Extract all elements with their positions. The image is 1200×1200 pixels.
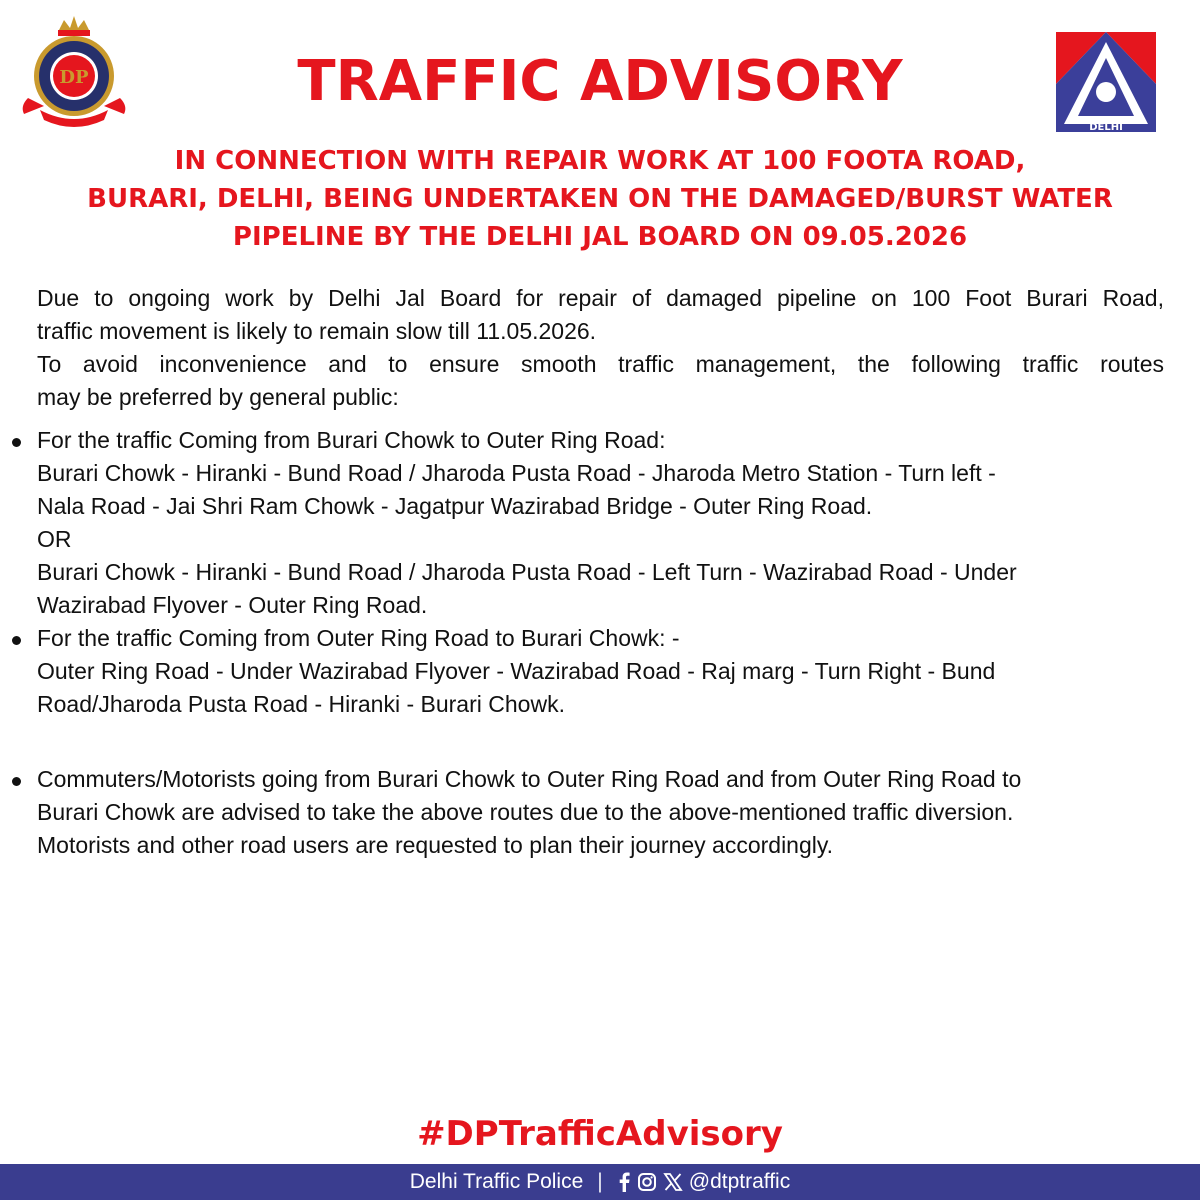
instagram-icon[interactable]: [637, 1172, 657, 1192]
traffic-police-delhi-logo-icon: [1046, 28, 1166, 136]
route-line: Outer Ring Road - Under Wazirabad Flyover - Wazirabad Road - Raj marg - Turn Right - Bund: [37, 658, 996, 684]
subtitle-line: BURARI, DELHI, BEING UNDERTAKEN ON THE DAMAGED/BURST WATER: [87, 184, 1113, 214]
facebook-icon[interactable]: [617, 1172, 631, 1192]
footer-handle[interactable]: @dtptraffic: [688, 1170, 791, 1193]
logo-delhi-text: DELHI: [1089, 122, 1123, 133]
delhi-police-emblem-icon: [14, 10, 134, 130]
intro-line: may be preferred by general public:: [37, 384, 399, 410]
footer-org-name: Delhi Traffic Police: [409, 1170, 584, 1193]
commuter-notice: [37, 763, 1164, 862]
intro-line: Due to ongoing work by Delhi Jal Board for repair of damaged pipeline on 100 Foot Burari Road,: [37, 285, 1164, 311]
x-icon[interactable]: [663, 1172, 683, 1192]
emblem-monogram: DP: [59, 67, 89, 88]
route-item-outer-ring-to-burari: [37, 622, 1164, 721]
intro-line: To avoid inconvenience and to ensure smooth traffic management, the following traffic routes: [37, 351, 1164, 377]
subtitle-line: IN CONNECTION WITH REPAIR WORK AT 100 FOOTA ROAD,: [174, 146, 1026, 176]
notice-line: Commuters/Motorists going from Burari Chowk to Outer Ring Road and from Outer Ring Road to: [37, 766, 1022, 792]
route-line: For the traffic Coming from Burari Chowk to Outer Ring Road:: [37, 427, 666, 453]
notice-line: Motorists and other road users are requested to plan their journey accordingly.: [37, 832, 834, 858]
bullet-icon: [12, 438, 21, 447]
page-title: TRAFFIC ADVISORY: [297, 49, 903, 114]
intro-paragraph: [37, 282, 1164, 414]
bullet-icon: [12, 777, 21, 786]
subtitle-line: PIPELINE BY THE DELHI JAL BOARD ON 09.05.2026: [232, 222, 968, 252]
route-line: For the traffic Coming from Outer Ring Road to Burari Chowk: -: [37, 625, 680, 651]
footer-separator: |: [597, 1170, 603, 1193]
route-line: OR: [37, 526, 72, 552]
social-icons: [617, 1172, 683, 1192]
advisory-subtitle: [30, 142, 1170, 256]
route-item-burari-to-outer-ring: [37, 424, 1164, 622]
advisory-body: [37, 282, 1164, 862]
bullet-icon: [12, 636, 21, 645]
route-line: Nala Road - Jai Shri Ram Chowk - Jagatpur Wazirabad Bridge - Outer Ring Road.: [37, 493, 873, 519]
hashtag: #DPTrafficAdvisory: [417, 1114, 783, 1154]
route-line: Road/Jharoda Pusta Road - Hiranki - Burari Chowk.: [37, 691, 565, 717]
notice-line: Burari Chowk are advised to take the above routes due to the above-mentioned traffic diversion.: [37, 799, 1014, 825]
route-line: Burari Chowk - Hiranki - Bund Road / Jharoda Pusta Road - Left Turn - Wazirabad Road - Under: [37, 559, 1017, 585]
route-line: Wazirabad Flyover - Outer Ring Road.: [37, 592, 428, 618]
footer-bar: [0, 1164, 1200, 1200]
intro-line: traffic movement is likely to remain slow till 11.05.2026.: [37, 318, 597, 344]
route-line: Burari Chowk - Hiranki - Bund Road / Jharoda Pusta Road - Jharoda Metro Station - Turn left -: [37, 460, 996, 486]
